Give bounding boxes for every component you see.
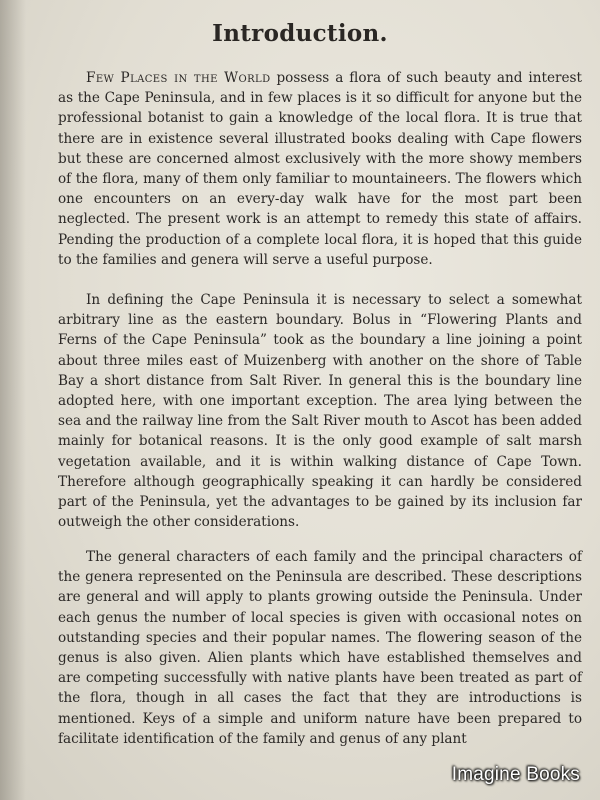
paragraph-1-block: [58, 68, 582, 270]
paragraph-2: In defining the Cape Peninsula it is necessary to select a somewhat arbitrary line as the eastern boundary. Bolus in “Flowering Plants and Ferns of the Cape Peninsula” took as the boundary a line joining a point about three miles east of Muizenberg with another on the shore of Table Bay a short distance from Salt River. In general this is the boundary line adopted here, with one important exception. The area lying between the sea and the railway line from the Salt River mouth to Ascot has been added mainly for botanical reasons. It is the only good example of salt marsh vegetation available, and it is within walking distance of Cape Town. Therefore although geographically speaking it can hardly be considered part of the Peninsula, yet the advantages to be gained by its inclusion far outweigh the other considerations.: [58, 292, 582, 531]
paragraph-2-block: [58, 290, 582, 532]
page-gutter-shadow: [0, 0, 26, 800]
paragraph-3-block: [58, 547, 582, 749]
paragraph-1-text: possess a flora of such beauty and interest as the Cape Peninsula, and in few places is it so difficult for anyone but the professional botanist to gain a knowledge of the local flora. It is true that there are in existence several illustrated books dealing with Cape flowers but these are concerned almost exclusively with the more showy members of the flora, many of them only familiar to mountaineers. The flowers which one encounters on an every-day walk have for the most part been neglected. The present work is an attempt to remedy this state of affairs. Pending the production of a complete local flora, it is hoped that this guide to the families and genera will serve a useful purpose.: [58, 70, 582, 268]
paragraph-1: [58, 68, 582, 270]
page-title: Introduction.: [212, 20, 388, 47]
watermark: Imagine Books: [451, 764, 580, 785]
paragraph-3: The general characters of each family and the principal characters of the genera represented on the Peninsula are described. These descriptions are general and will apply to plants growing outside the Peninsula. Under each genus the number of local species is given with occasional notes on outstanding species and their popular names. The flowering season of the genus is also given. Alien plants which have established themselves and are competing successfully with native plants have been treated as part of the flora, though in all cases the fact that they are introductions is mentioned. Keys of a simple and uniform nature have been prepared to facilitate identification of the family and genus of any plant: [58, 549, 582, 747]
paragraph-1-lead: Few Places in the World: [86, 70, 271, 86]
